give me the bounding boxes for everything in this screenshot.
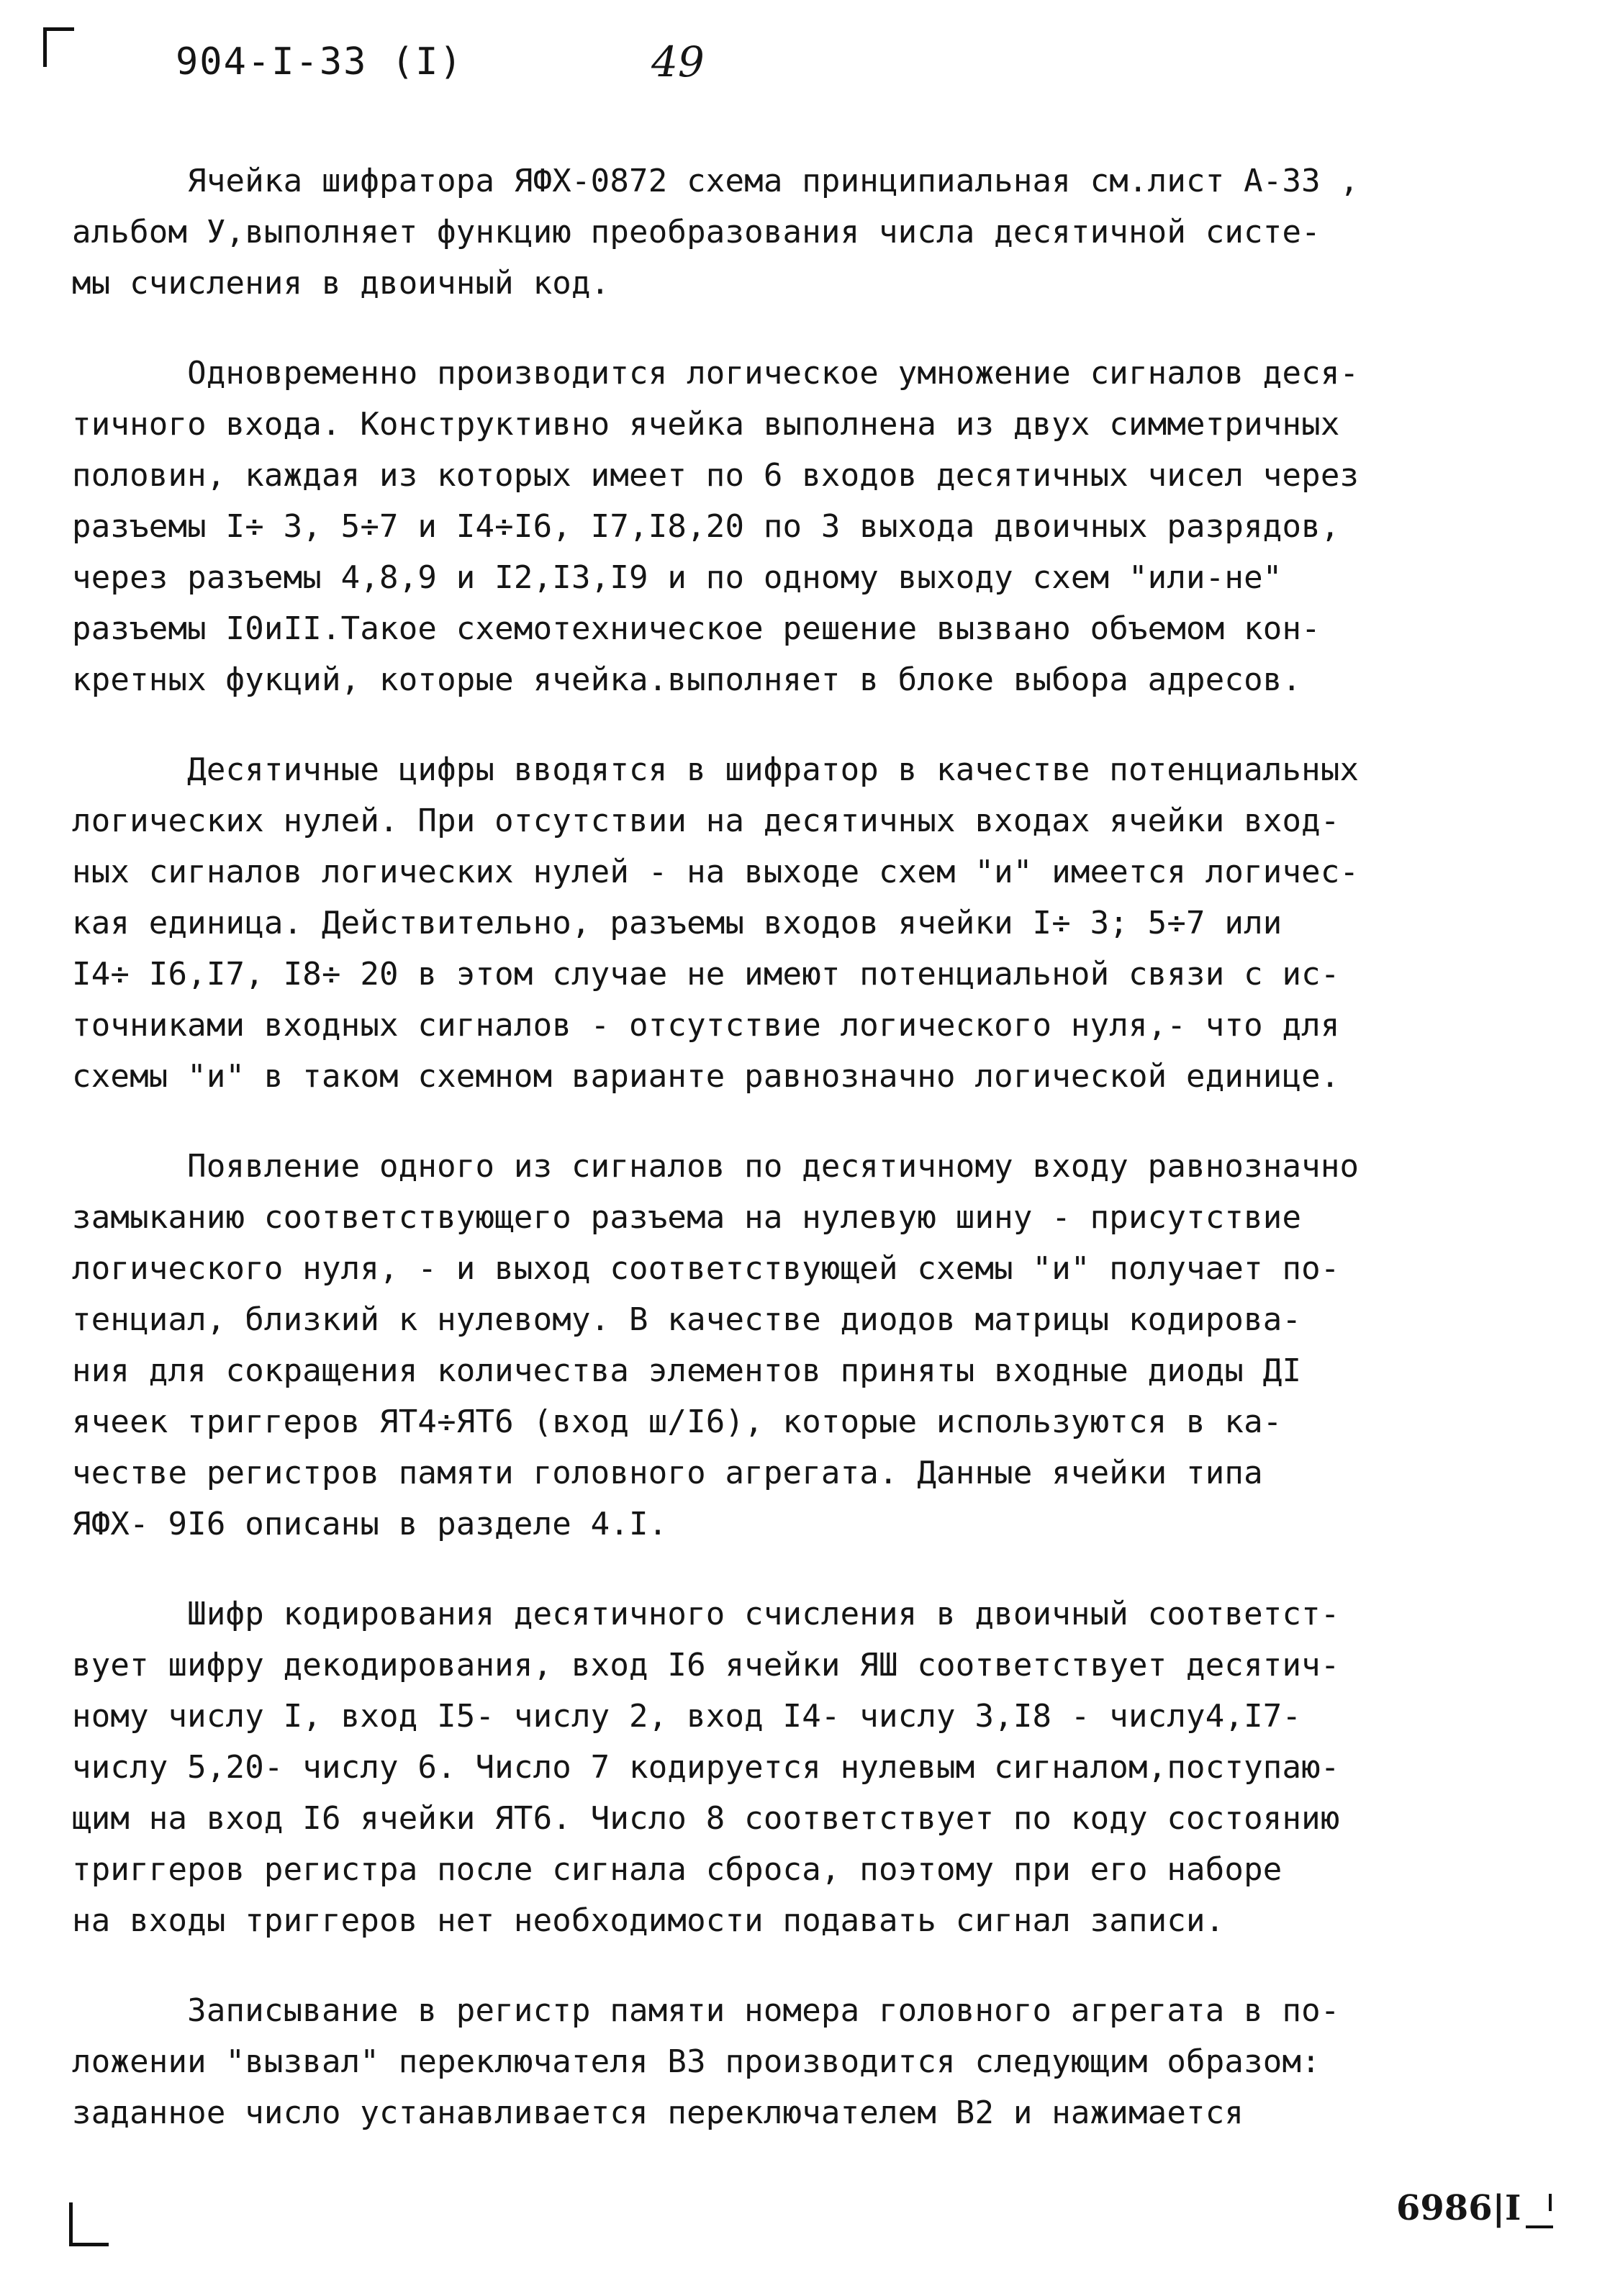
text-line: вует шифру декодирования, вход I6 ячейки ЯШ соответствует десятич- bbox=[72, 1647, 1340, 1683]
text-line: альбом У,выполняет функцию преобразования числа десятичной систе- bbox=[72, 214, 1321, 250]
text-line: кретных фукций, которые ячейка.выполняет в блоке выбора адресов. bbox=[72, 661, 1302, 698]
paragraph-5 bbox=[72, 1588, 1526, 1946]
text-line: заданное число устанавливается переключателем В2 и нажимается bbox=[72, 2094, 1244, 2131]
text-line: логического нуля, - и выход соответствующей схемы "и" получает по- bbox=[72, 1250, 1340, 1287]
document-body bbox=[72, 155, 1526, 2177]
text-line: ЯФХ- 9I6 описаны в разделе 4.I. bbox=[72, 1506, 668, 1542]
paragraph-6 bbox=[72, 1985, 1526, 2138]
footer-vertical-tick bbox=[1549, 2194, 1552, 2211]
text-line: тенциал, близкий к нулевому. В качестве диодов матрицы кодирова- bbox=[72, 1301, 1302, 1338]
text-line: Записывание в регистр памяти номера головного агрегата в по- bbox=[72, 1992, 1340, 2029]
text-line: схемы "и" в таком схемном варианте равнозначно логической единице. bbox=[72, 1058, 1340, 1095]
paragraph-2 bbox=[72, 348, 1526, 705]
footer-tick-mark bbox=[1526, 2194, 1555, 2238]
text-line: ложении "вызвал" переключателя В3 производится следующим образом: bbox=[72, 2043, 1321, 2080]
text-line: мы счисления в двоичный код. bbox=[72, 265, 610, 302]
text-line: Одновременно производится логическое умножение сигналов деся- bbox=[72, 355, 1360, 392]
text-line: I4÷ I6,I7, I8÷ 20 в этом случае не имеют потенциальной связи с ис- bbox=[72, 956, 1340, 993]
page-number: 49 bbox=[651, 37, 705, 86]
text-line: через разъемы 4,8,9 и I2,I3,I9 и по одному выходу схем "или-не" bbox=[72, 559, 1282, 596]
text-line: числу 5,20- числу 6. Число 7 кодируется нулевым сигналом,поступаю- bbox=[72, 1749, 1340, 1786]
paragraph-1 bbox=[72, 155, 1526, 309]
text-line: половин, каждая из которых имеет по 6 входов десятичных чисел через bbox=[72, 457, 1360, 494]
corner-crop-mark-top-left bbox=[43, 27, 74, 67]
text-line: тичного входа. Конструктивно ячейка выполнена из двух симметричных bbox=[72, 406, 1340, 443]
text-line: ячеек триггеров ЯТ4÷ЯТ6 (вход ш/I6), которые используются в ка- bbox=[72, 1404, 1282, 1440]
text-line: точниками входных сигналов - отсутствие логического нуля,- что для bbox=[72, 1007, 1340, 1044]
text-line: логических нулей. При отсутствии на десятичных входах ячейки вход- bbox=[72, 803, 1340, 839]
text-line: триггеров регистра после сигнала сброса, поэтому при его наборе bbox=[72, 1851, 1282, 1888]
text-line: ных сигналов логических нулей - на выходе схем "и" имеется логичес- bbox=[72, 854, 1360, 890]
text-line: щим на вход I6 ячейки ЯТ6. Число 8 соответствует по коду состоянию bbox=[72, 1800, 1340, 1837]
footer-dash bbox=[1526, 2225, 1553, 2228]
text-line: Шифр кодирования десятичного счисления в двоичный соответст- bbox=[72, 1596, 1340, 1632]
text-line: кая единица. Действительно, разъемы входов ячейки I÷ 3; 5÷7 или bbox=[72, 905, 1282, 941]
text-line: на входы триггеров нет необходимости подавать сигнал записи. bbox=[72, 1902, 1225, 1939]
text-line: Ячейка шифратора ЯФХ-0872 схема принципиальная см.лист А-33 , bbox=[72, 163, 1360, 199]
text-line: Десятичные цифры вводятся в шифратор в качестве потенциальных bbox=[72, 751, 1360, 788]
text-line: ному числу I, вход I5- числу 2, вход I4- числу 3,I8 - числу4,I7- bbox=[72, 1698, 1302, 1735]
text-line: ния для сокращения количества элементов приняты входные диоды ДI bbox=[72, 1352, 1302, 1389]
paragraph-3 bbox=[72, 744, 1526, 1102]
text-line: Появление одного из сигналов по десятичному входу равнозначно bbox=[72, 1148, 1360, 1185]
footer-archive-code: 6986|I bbox=[1396, 2188, 1521, 2228]
text-line: разъемы I0иII.Такое схемотехническое решение вызвано объемом кон- bbox=[72, 610, 1321, 647]
text-line: разъемы I÷ 3, 5÷7 и I4÷I6, I7,I8,20 по 3 выхода двоичных разрядов, bbox=[72, 508, 1340, 545]
text-line: замыканию соответствующего разъема на нулевую шину - присутствие bbox=[72, 1199, 1302, 1236]
paragraph-4 bbox=[72, 1141, 1526, 1550]
corner-crop-mark-bottom-left bbox=[69, 2202, 109, 2246]
document-code: 904-I-33 (I) bbox=[176, 40, 463, 83]
text-line: честве регистров памяти головного агрегата. Данные ячейки типа bbox=[72, 1455, 1263, 1491]
